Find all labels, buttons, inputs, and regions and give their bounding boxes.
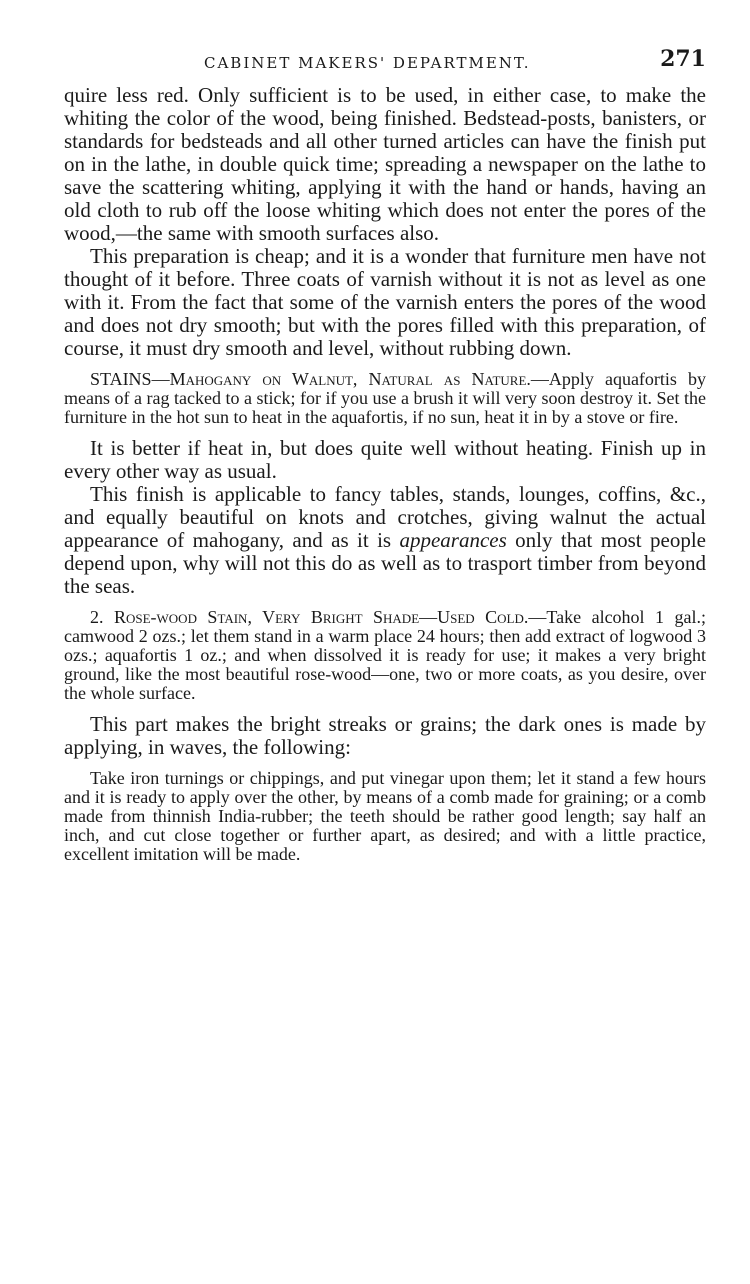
page-number: 271 (660, 46, 706, 72)
paragraph-stains (64, 370, 706, 427)
paragraph-4: It is better if heat in, but does quite well without heating. Finish up in every other way as usual. (64, 436, 706, 483)
paragraph-7: This part makes the bright streaks or grains; the dark ones is made by applying, in waves, the following: (64, 712, 706, 759)
running-head (64, 44, 706, 84)
paragraph-5-after: only that most people depend upon, why will not this do as well as to trasport timber from beyond the seas. (64, 528, 706, 598)
running-title: CABINET MAKERS' DEPARTMENT. (204, 54, 531, 72)
page-body (64, 84, 706, 864)
stains-heading: STAINS—Mahogany on Walnut, Natural as Nature.— (90, 369, 549, 389)
paragraph-8: Take iron turnings or chippings, and put vinegar upon them; let it stand a few hours and it is ready to apply over the other, by means of a comb made for graining; or a comb made from thinnish India-rubber; the teeth should be rather good length; say half an inch, and cut close together or further apart, as desired; and with a little practice, excellent imitation will be made. (64, 768, 706, 864)
paragraph-5 (64, 483, 706, 598)
book-page (64, 44, 706, 864)
rosewood-heading: 2. Rose-wood Stain, Very Bright Shade—Used Cold.— (90, 607, 547, 627)
paragraph-1: quire less red. Only sufficient is to be used, in either case, to make the whiting the color of the wood, being finished. Bedstead-posts, banisters, or standards for bedsteads and all other turned articles can have the finish put on in the lathe, in double quick time; spreading a newspaper on the lathe to save the scattering whiting, applying it with the hand or hands, having an old cloth to rub off the loose whiting which does not enter the pores of the wood,—the same with smooth surfaces also. (64, 83, 706, 245)
paragraph-2: This preparation is cheap; and it is a wonder that furniture men have not thought of it before. Three coats of varnish without it is not as level as one with it. From the fact that some of the varnish enters the pores of the wood and does not dry smooth; but with the pores filled with this preparation, of course, it must dry smooth and level, without rubbing down. (64, 244, 706, 360)
paragraph-5-before: This finish is applicable to fancy tables, stands, lounges, coffins, &c., and equally beautiful on knots and crotches, giving walnut the actual appearance of mahogany, and as it is (64, 482, 706, 552)
rosewood-body: Take alcohol 1 gal.; camwood 2 ozs.; let them stand in a warm place 24 hours; then add extract of logwood 3 ozs.; aquafortis 1 oz.; and when dissolved it is ready for use; it makes a very bright ground, like the most beautiful rose-wood—one, two or more coats, as you desire, over the whole surface. (64, 607, 706, 703)
stains-body: Apply aquafortis by means of a rag tacked to a stick; for if you use a brush it will very soon destroy it. Set the furniture in the hot sun to heat in the aquafortis, if no sun, heat it in by a stove or fire. (64, 369, 706, 427)
paragraph-5-emphasis: appearances (399, 528, 507, 552)
paragraph-rosewood (64, 608, 706, 703)
